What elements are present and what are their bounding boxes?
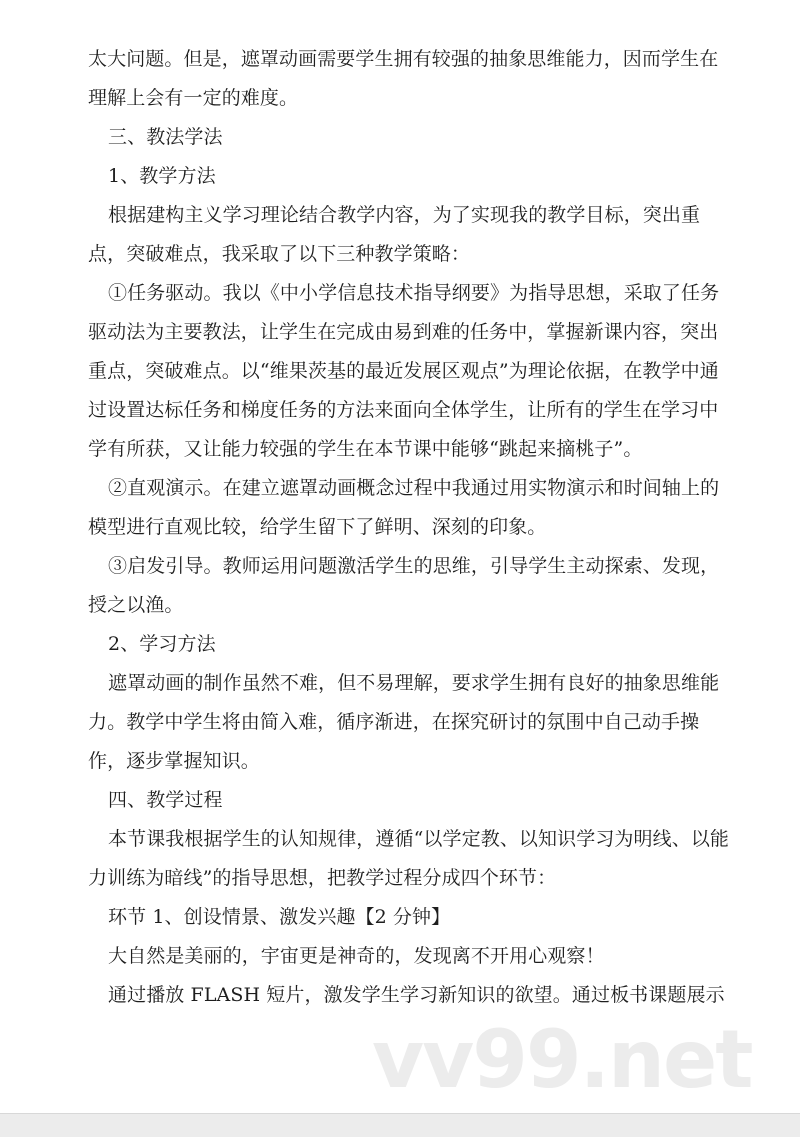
text-line: 通过播放 FLASH 短片，激发学生学习新知识的欲望。通过板书课题展示 [108,984,725,1006]
text-line: 大自然是美丽的，宇宙更是神奇的，发现离不开用心观察！ [108,945,605,967]
bottom-scrollbar[interactable] [0,1113,800,1137]
text-line: 驱动法为主要教法，让学生在完成由易到难的任务中，掌握新课内容，突出 [88,321,719,343]
text-line: 力。教学中学生将由简入难，循序渐进，在探究研讨的氛围中自己动手操 [88,711,700,733]
text-line: ①任务驱动。我以《中小学信息技术指导纲要》为指导思想，采取了任务 [108,282,720,304]
text-line: ②直观演示。在建立遮罩动画概念过程中我通过用实物演示和时间轴上的 [108,477,720,499]
text-line: 遮罩动画的制作虽然不难，但不易理解，要求学生拥有良好的抽象思维能 [108,672,720,694]
text-line: 根据建构主义学习理论结合教学内容，为了实现我的教学目标，突出重 [108,204,701,226]
text-line: 过设置达标任务和梯度任务的方法来面向全体学生，让所有的学生在学习中 [88,399,719,421]
text-line: 环节 1、创设情景、激发兴趣【2 分钟】 [108,906,451,928]
text-line: 点，突破难点，我采取了以下三种教学策略： [88,243,471,265]
text-line: 力训练为暗线”的指导思想，把教学过程分成四个环节： [88,867,557,889]
text-line: 四、教学过程 [108,789,223,811]
text-line: 1、教学方法 [108,165,216,187]
text-line: 重点，突破难点。以“维果茨基的最近发展区观点”为理论依据，在教学中通 [88,360,719,382]
text-line: 三、教法学法 [108,126,223,148]
text-line: 本节课我根据学生的认知规律，遵循“以学定教、以知识学习为明线、以能 [108,828,730,850]
text-line: 2、学习方法 [108,633,216,655]
watermark: vv99.net [372,1013,752,1106]
text-line: 模型进行直观比较，给学生留下了鲜明、深刻的印象。 [88,516,547,538]
text-line: ③启发引导。教师运用问题激活学生的思维，引导学生主动探索、发现， [108,555,720,577]
text-line: 太大问题。但是，遮罩动画需要学生拥有较强的抽象思维能力，因而学生在 [88,48,719,70]
text-line: 作，逐步掌握知识。 [88,750,260,772]
text-line: 授之以渔。 [88,594,184,616]
text-line: 学有所获，又让能力较强的学生在本节课中能够“跳起来摘桃子”。 [88,438,643,460]
text-line: 理解上会有一定的难度。 [88,87,299,109]
